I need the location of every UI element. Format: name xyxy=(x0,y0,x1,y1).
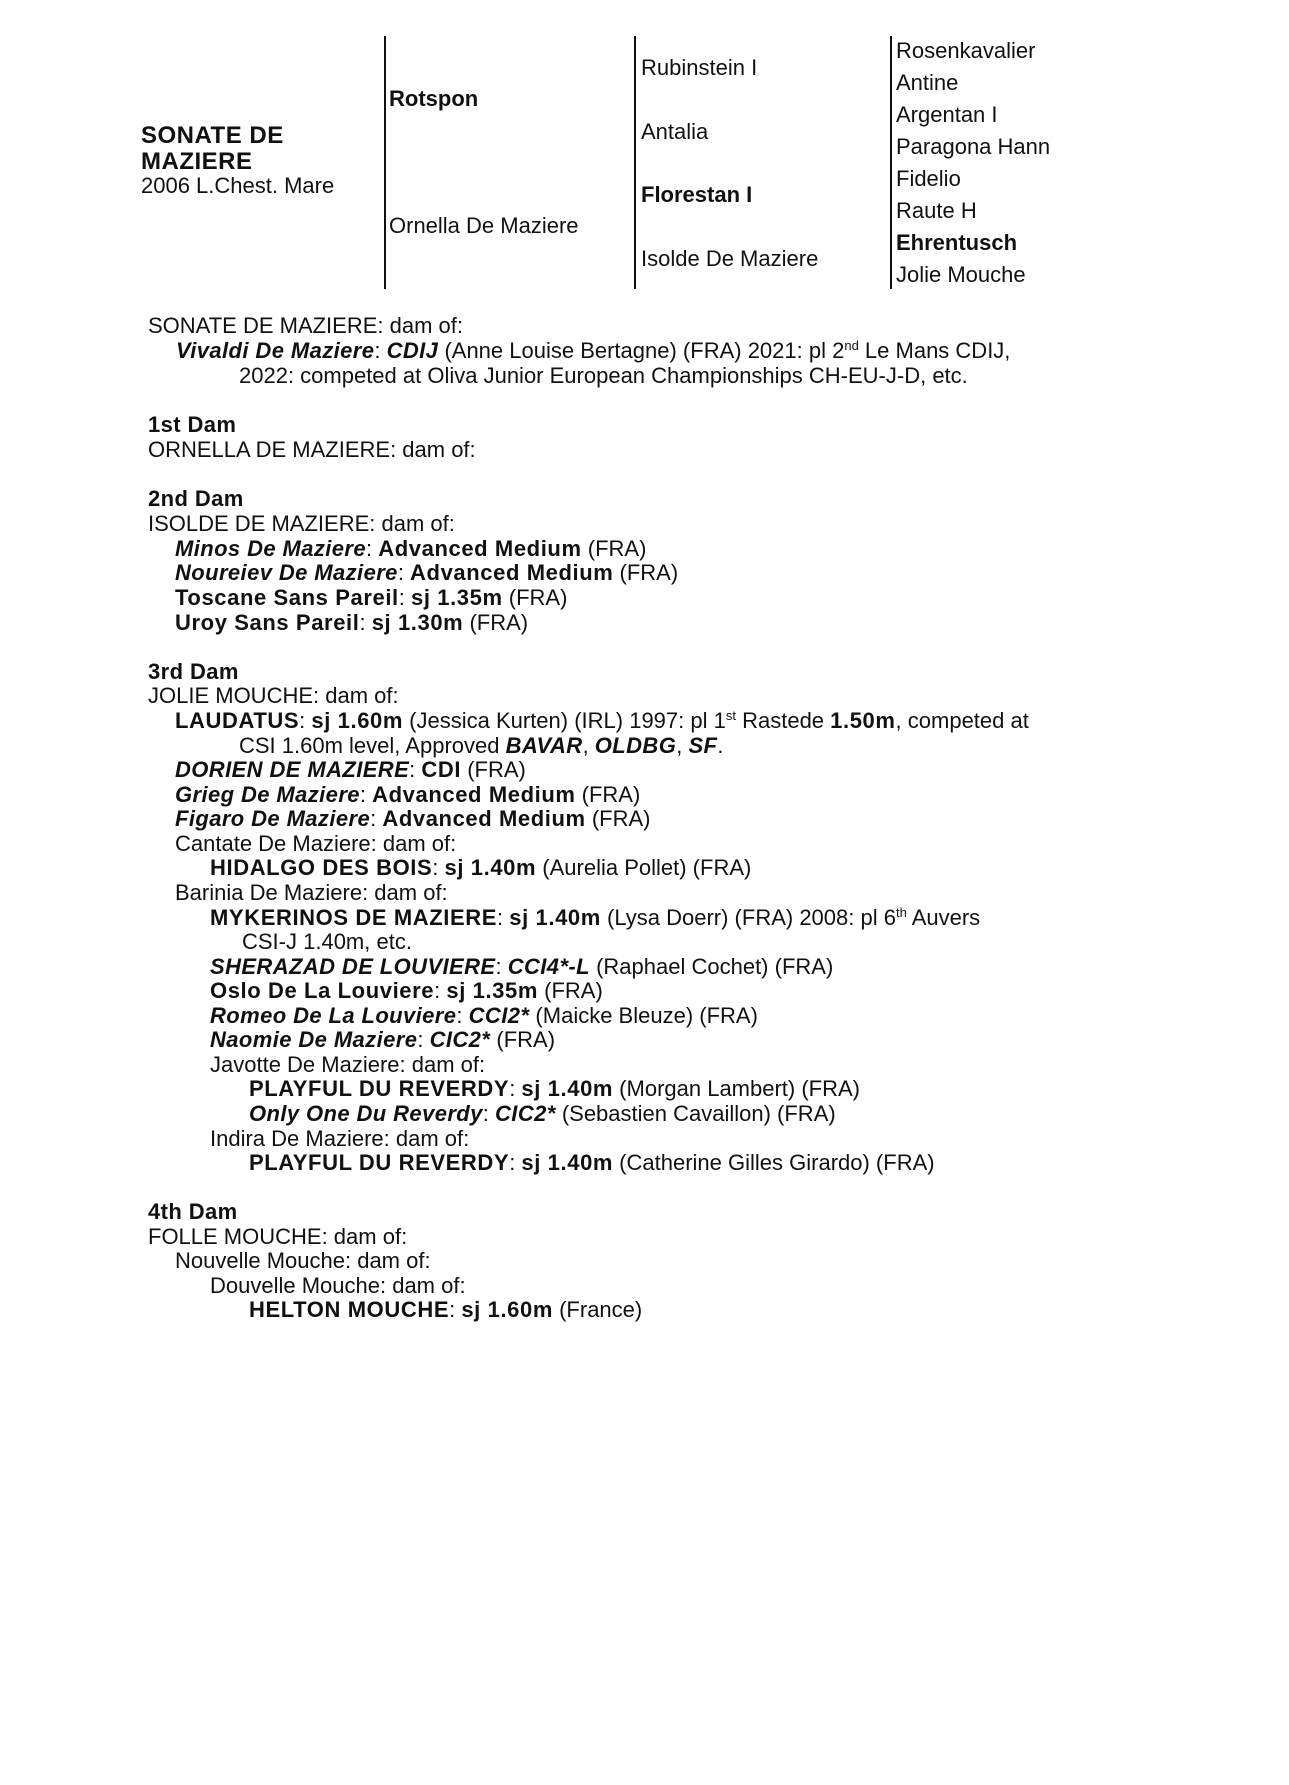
section-heading-4th-dam: 4th Dam xyxy=(148,1199,238,1224)
horse-info: 2006 L.Chest. Mare xyxy=(141,173,335,198)
list-item-continuation: 2022: competed at Oliva Junior European Championships CH-EU-J-D, etc. xyxy=(239,363,968,388)
dam-line: Javotte De Maziere: dam of: xyxy=(210,1052,486,1077)
pedigree-gen3-2: Antalia xyxy=(641,119,709,144)
list-item-continuation: CSI 1.60m level, Approved BAVAR, OLDBG, SF. xyxy=(239,733,724,758)
dam-line: Cantate De Maziere: dam of: xyxy=(175,831,457,856)
pedigree-divider xyxy=(634,36,636,289)
dam-line: Indira De Maziere: dam of: xyxy=(210,1126,470,1151)
dam-line: FOLLE MOUCHE: dam of: xyxy=(148,1224,408,1249)
pedigree-gen4-7: Ehrentusch xyxy=(896,230,1018,255)
list-item: SHERAZAD DE LOUVIERE: CCI4*-L (Raphael Cochet) (FRA) xyxy=(210,954,834,979)
pedigree-divider xyxy=(890,36,892,289)
dam-line: Douvelle Mouche: dam of: xyxy=(210,1273,466,1298)
pedigree-gen4-4: Paragona Hann xyxy=(896,134,1051,159)
list-item: PLAYFUL DU REVERDY: sj 1.40m (Morgan Lambert) (FRA) xyxy=(249,1076,861,1101)
list-item: Naomie De Maziere: CIC2* (FRA) xyxy=(210,1027,556,1052)
pedigree-gen4-2: Antine xyxy=(896,70,959,95)
list-item: MYKERINOS DE MAZIERE: sj 1.40m (Lysa Doerr) (FRA) 2008: pl 6th Auvers xyxy=(210,905,981,930)
dam-line: ORNELLA DE MAZIERE: dam of: xyxy=(148,437,476,462)
list-item: DORIEN DE MAZIERE: CDI (FRA) xyxy=(175,757,526,782)
dam-line: Barinia De Maziere: dam of: xyxy=(175,880,448,905)
pedigree-gen4-1: Rosenkavalier xyxy=(896,38,1036,63)
pedigree-dam: Ornella De Maziere xyxy=(389,213,579,238)
dam-line: Nouvelle Mouche: dam of: xyxy=(175,1248,431,1273)
list-item-continuation: CSI-J 1.40m, etc. xyxy=(242,929,412,954)
list-item: Oslo De La Louviere: sj 1.35m (FRA) xyxy=(210,978,603,1003)
pedigree-gen4-5: Fidelio xyxy=(896,166,961,191)
list-item: Only One Du Reverdy: CIC2* (Sebastien Cavaillon) (FRA) xyxy=(249,1101,836,1126)
pedigree-gen4-8: Jolie Mouche xyxy=(896,262,1026,287)
section-heading-2nd-dam: 2nd Dam xyxy=(148,486,244,511)
list-item: Romeo De La Louviere: CCI2* (Maicke Bleuze) (FRA) xyxy=(210,1003,758,1028)
pedigree-gen4-6: Raute H xyxy=(896,198,977,223)
list-item: HIDALGO DES BOIS: sj 1.40m (Aurelia Pollet) (FRA) xyxy=(210,855,752,880)
pedigree-gen3-3: Florestan I xyxy=(641,182,753,207)
horse-name xyxy=(141,123,284,175)
list-item: Minos De Maziere: Advanced Medium (FRA) xyxy=(175,536,647,561)
section-heading-1st-dam: 1st Dam xyxy=(148,412,237,437)
horse-name-line-1: SONATE DE xyxy=(141,122,284,149)
list-item: Noureiev De Maziere: Advanced Medium (FRA) xyxy=(175,560,679,585)
list-item: LAUDATUS: sj 1.60m (Jessica Kurten) (IRL) 1997: pl 1st Rastede 1.50m, competed at xyxy=(175,708,1029,733)
list-item: PLAYFUL DU REVERDY: sj 1.40m (Catherine Gilles Girardo) (FRA) xyxy=(249,1150,935,1175)
list-item: Vivaldi De Maziere: CDIJ (Anne Louise Bertagne) (FRA) 2021: pl 2nd Le Mans CDIJ, xyxy=(176,338,1011,363)
dam-line: JOLIE MOUCHE: dam of: xyxy=(148,683,399,708)
dam-line: ISOLDE DE MAZIERE: dam of: xyxy=(148,511,455,536)
pedigree-gen3-1: Rubinstein I xyxy=(641,55,758,80)
list-item: Grieg De Maziere: Advanced Medium (FRA) xyxy=(175,782,641,807)
pedigree-sire: Rotspon xyxy=(389,86,479,111)
pedigree-divider xyxy=(384,36,386,289)
list-item: Toscane Sans Pareil: sj 1.35m (FRA) xyxy=(175,585,568,610)
pedigree-gen3-4: Isolde De Maziere xyxy=(641,246,819,271)
list-item: Figaro De Maziere: Advanced Medium (FRA) xyxy=(175,806,651,831)
list-item: Uroy Sans Pareil: sj 1.30m (FRA) xyxy=(175,610,529,635)
pedigree-gen4-3: Argentan I xyxy=(896,102,998,127)
produce-header: SONATE DE MAZIERE: dam of: xyxy=(148,313,463,338)
list-item: HELTON MOUCHE: sj 1.60m (France) xyxy=(249,1297,643,1322)
horse-name-line-2: MAZIERE xyxy=(141,148,253,175)
section-heading-3rd-dam: 3rd Dam xyxy=(148,659,239,684)
